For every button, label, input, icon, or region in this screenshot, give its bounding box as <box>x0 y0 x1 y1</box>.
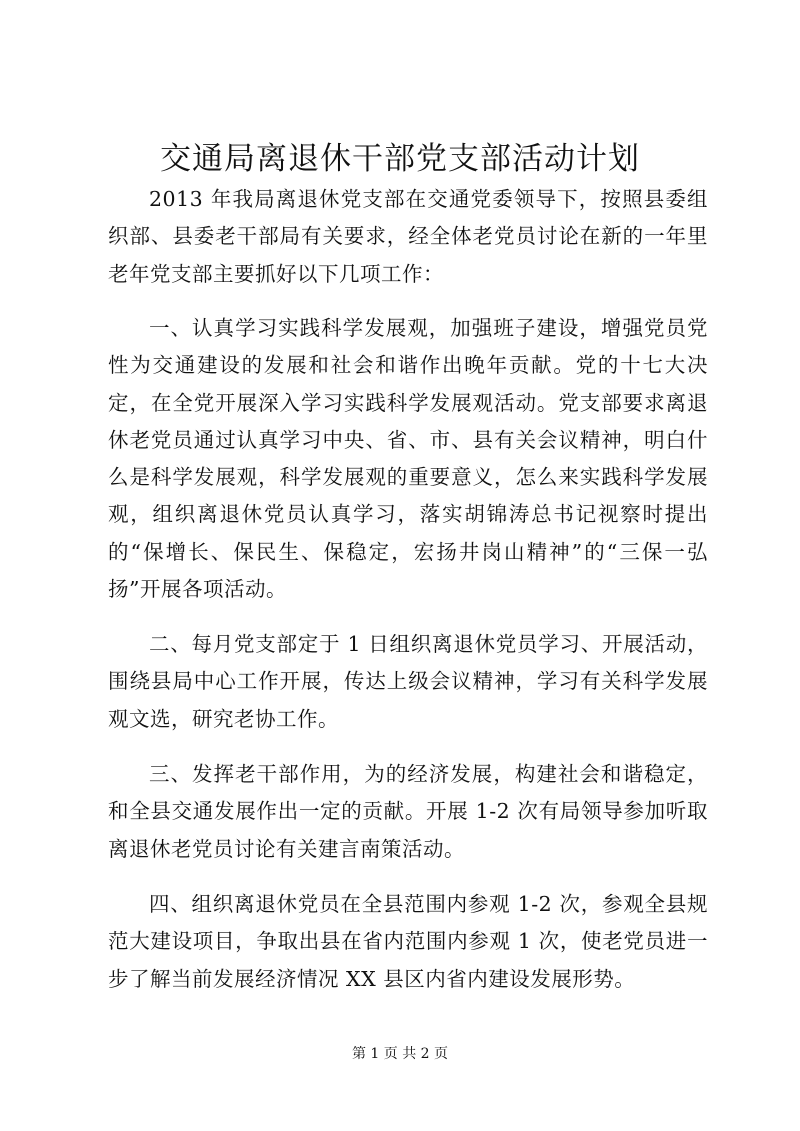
document-title: 交通局离退休干部党支部活动计划 <box>160 141 640 177</box>
item-four-paragraph: 四、组织离退休党员在全县范围内参观 1-2 次，参观全县规范大建设项目，争取出县在省内范围内参观 1 次，使老党员进一步了解当前发展经济情况 XX 县区内省内建设发展形势。 <box>108 892 708 991</box>
intro-paragraph: 2013 年我局离退休党支部在交通党委领导下，按照县委组织部、县委老干部局有关要求，经全体老党员讨论在新的一年里老年党支部主要抓好以下几项工作： <box>108 187 708 286</box>
item-three-paragraph: 三、发挥老干部作用，为的经济发展，构建社会和谐稳定，和全县交通发展作出一定的贡献。开展 1-2 次有局领导参加听取离退休老党员讨论有关建言南策活动。 <box>108 762 708 861</box>
item-two-paragraph: 二、每月党支部定于 1 日组织离退休党员学习、开展活动，围绕县局中心工作开展，传达上级会议精神，学习有关科学发展观文选，研究老协工作。 <box>108 632 708 731</box>
page-number-footer: 第 1 页 共 2 页 <box>351 1046 449 1062</box>
item-one-paragraph: 一、认真学习实践科学发展观，加强班子建设，增强党员党性为交通建设的发展和社会和谐作出晚年贡献。党的十七大决定，在全党开展深入学习实践科学发展观活动。党支部要求离退休老党员通过认真学习中央、省、市、县有关会议精神，明白什么是科学发展观，科学发展观的重要意义，怎么来实践科学发展观，组织离退休党员认真学习，落实胡锦涛总书记视察时提出的“保增长、保民生、保稳定，宏扬井岗山精神”的“三保一弘扬”开展各项活动。 <box>108 316 708 602</box>
